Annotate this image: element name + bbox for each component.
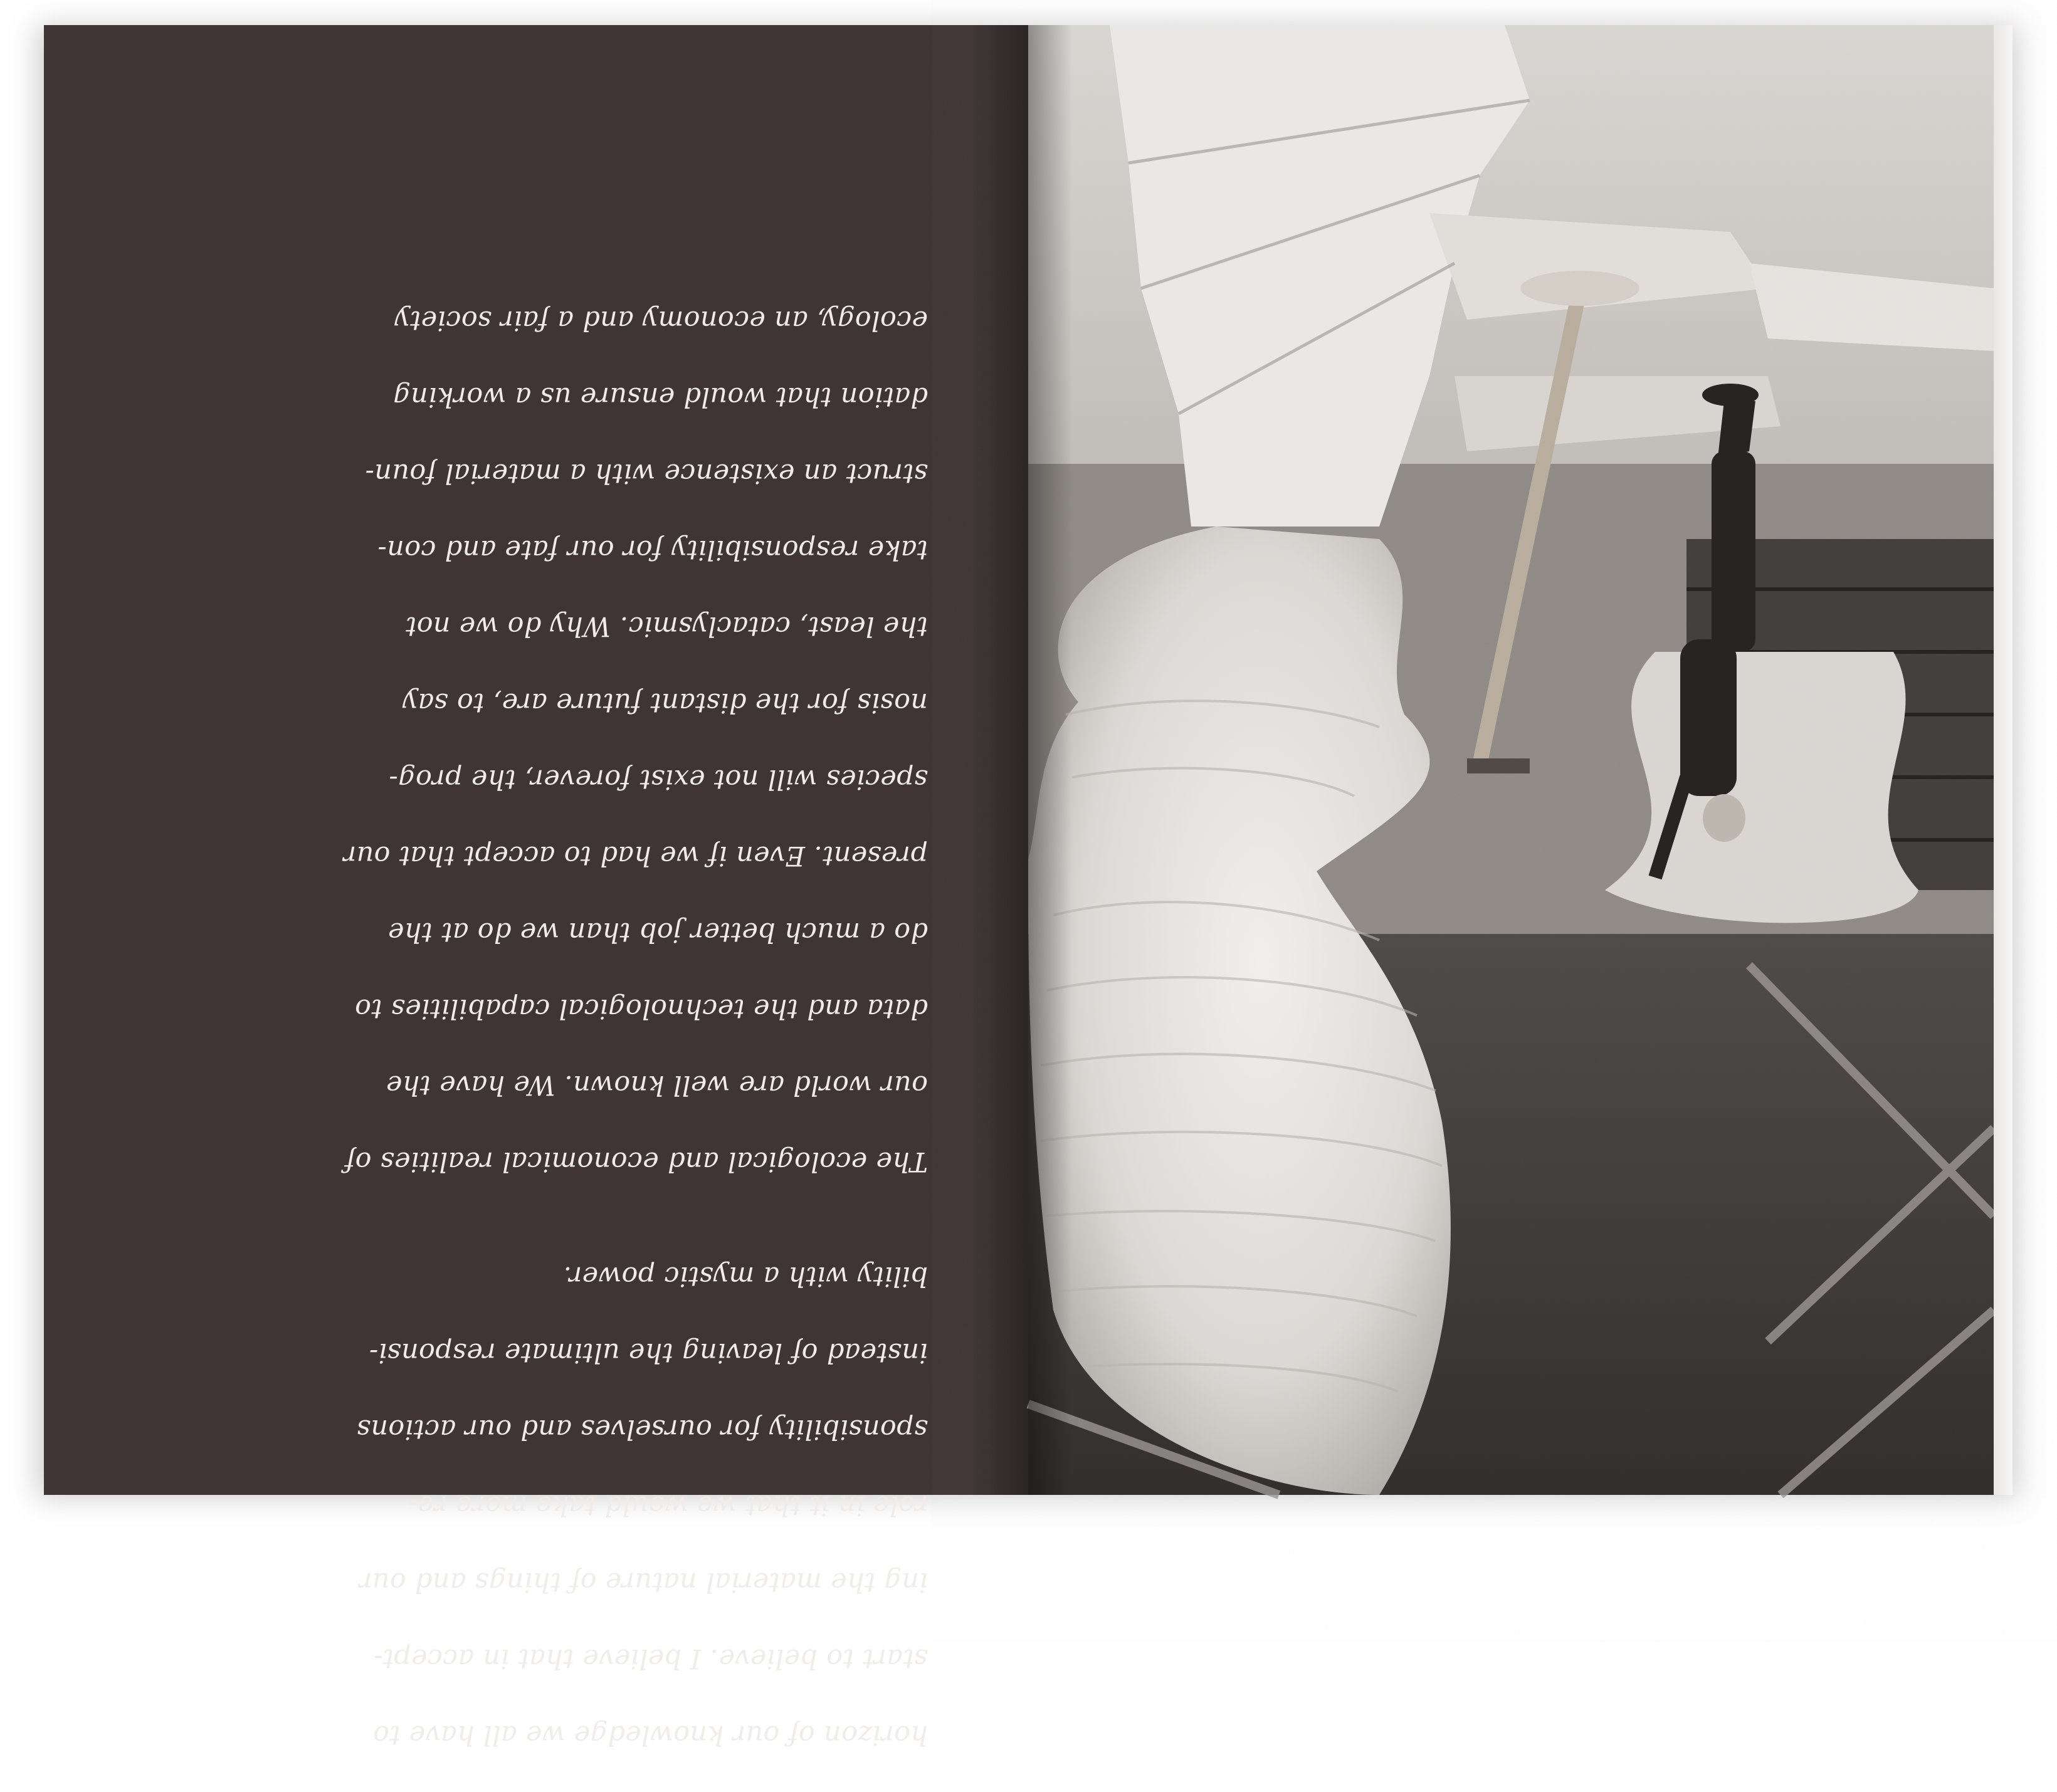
text-line: start to believe. I believe that in accept- (373, 1643, 928, 1674)
text-line: ing the material nature of things and our (359, 1566, 928, 1598)
text-line: species will not exist forever, the prog- (389, 763, 928, 795)
text-line: role in it that we would take more re- (408, 1490, 928, 1521)
text-line: nosis for the distant future are, to say (402, 687, 928, 718)
text-line: instead of leaving the ultimate responsi- (369, 1337, 928, 1368)
text-line: sponsibility for ourselves and our actions (356, 1413, 928, 1445)
book-spread (44, 25, 2012, 1751)
text-line: the least, cataclysmic. Why do we not (405, 610, 928, 642)
right-page (1028, 25, 2012, 1495)
text-line: horizon of our knowledge we all have to (372, 1719, 928, 1751)
text-line: do a much better job than we do at the (387, 916, 928, 948)
left-page (44, 25, 1028, 1751)
text-line: dation that would ensure us a working (392, 381, 928, 412)
text-line: take responsibility for our fate and con- (377, 534, 928, 565)
text-line: The ecological and economical realities of (345, 1146, 928, 1177)
text-line: our world are well known. We have the (386, 1069, 928, 1101)
text-line: bility with a mystic power. (563, 1260, 928, 1292)
paragraph-2 (251, 301, 928, 1218)
page-edge (1994, 25, 2012, 1495)
text-line: ecology, an economy and a fair society (394, 305, 928, 336)
text-line: present. Even if we had to accept that our (343, 840, 928, 871)
body-text-upside-down (251, 301, 928, 1792)
text-line: data and the technological capabilities to (354, 993, 928, 1024)
paragraph-1 (251, 1257, 928, 1792)
sculpture-photo (1028, 25, 1994, 1495)
text-line: struct an existence with a material foun- (365, 458, 928, 489)
